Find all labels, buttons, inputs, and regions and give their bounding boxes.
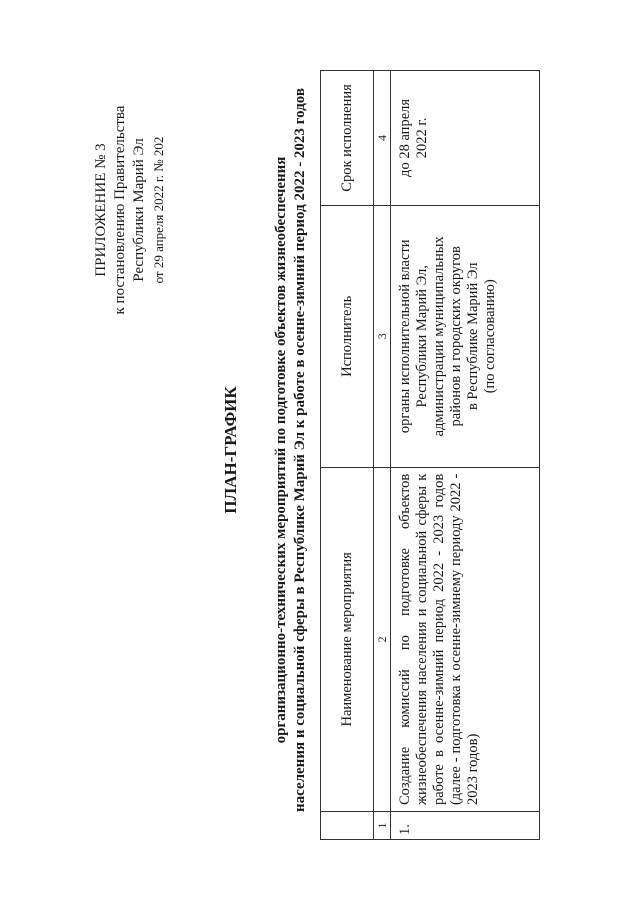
header-cell-index xyxy=(321,812,374,840)
deadline-line: 2022 г. xyxy=(414,117,430,159)
table-column-numbers-row xyxy=(374,71,391,840)
activity-deadline xyxy=(391,71,540,206)
executor-line: в Республике Марий Эл xyxy=(465,262,481,411)
table-header-row xyxy=(321,71,374,840)
executor-line: администрации муниципальных xyxy=(431,236,447,437)
deadline-line: до 28 апреля xyxy=(397,98,413,177)
executor-line: Республики Марий Эл, xyxy=(414,265,430,408)
header-cell-deadline: Срок исполнения xyxy=(321,71,374,206)
executor-line: органы исполнительной власти xyxy=(397,239,413,434)
column-number: 2 xyxy=(374,467,391,811)
plan-table xyxy=(320,70,540,840)
activity-name: Создание комиссий по подготовке объектов жизнеобеспечения населения и социальной сферы к работе в осенне-зимний период 2022 - 2023 годов (далее - подготовка к осенне-зимнему периоду 2022 - 2023 годов) xyxy=(391,467,540,811)
executor-line: (по согласованию) xyxy=(482,279,498,394)
appendix-ref-line: Республики Марий Эл xyxy=(131,138,147,282)
column-number: 4 xyxy=(374,71,391,206)
document-subtitle-line: населения и социальной сферы в Республике Марий Эл к работе в осенне-зимний период 2022 - 2023 годов xyxy=(292,87,308,813)
column-number: 1 xyxy=(374,812,391,840)
table-row xyxy=(391,71,540,840)
column-number: 3 xyxy=(374,205,391,467)
activity-executor xyxy=(391,205,540,467)
landscape-page xyxy=(20,20,620,880)
header-cell-name: Наименование мероприятия xyxy=(321,467,374,811)
appendix-date-number: от 29 апреля 2022 г. № 202 xyxy=(151,136,166,284)
appendix-title: ПРИЛОЖЕНИЕ № 3 xyxy=(93,143,109,277)
document-subtitle-line: организационно-технических мероприятий по подготовке объектов жизнеобеспечения xyxy=(273,156,289,744)
header-cell-executor: Исполнитель xyxy=(321,205,374,467)
executor-line: районов и городских округов xyxy=(448,246,464,427)
document-title: ПЛАН-ГРАФИК xyxy=(221,386,240,514)
appendix-stamp xyxy=(92,60,168,360)
row-number: 1. xyxy=(391,812,540,840)
document-title-block xyxy=(220,20,310,880)
appendix-ref-line: к постановлению Правительства xyxy=(112,105,128,315)
